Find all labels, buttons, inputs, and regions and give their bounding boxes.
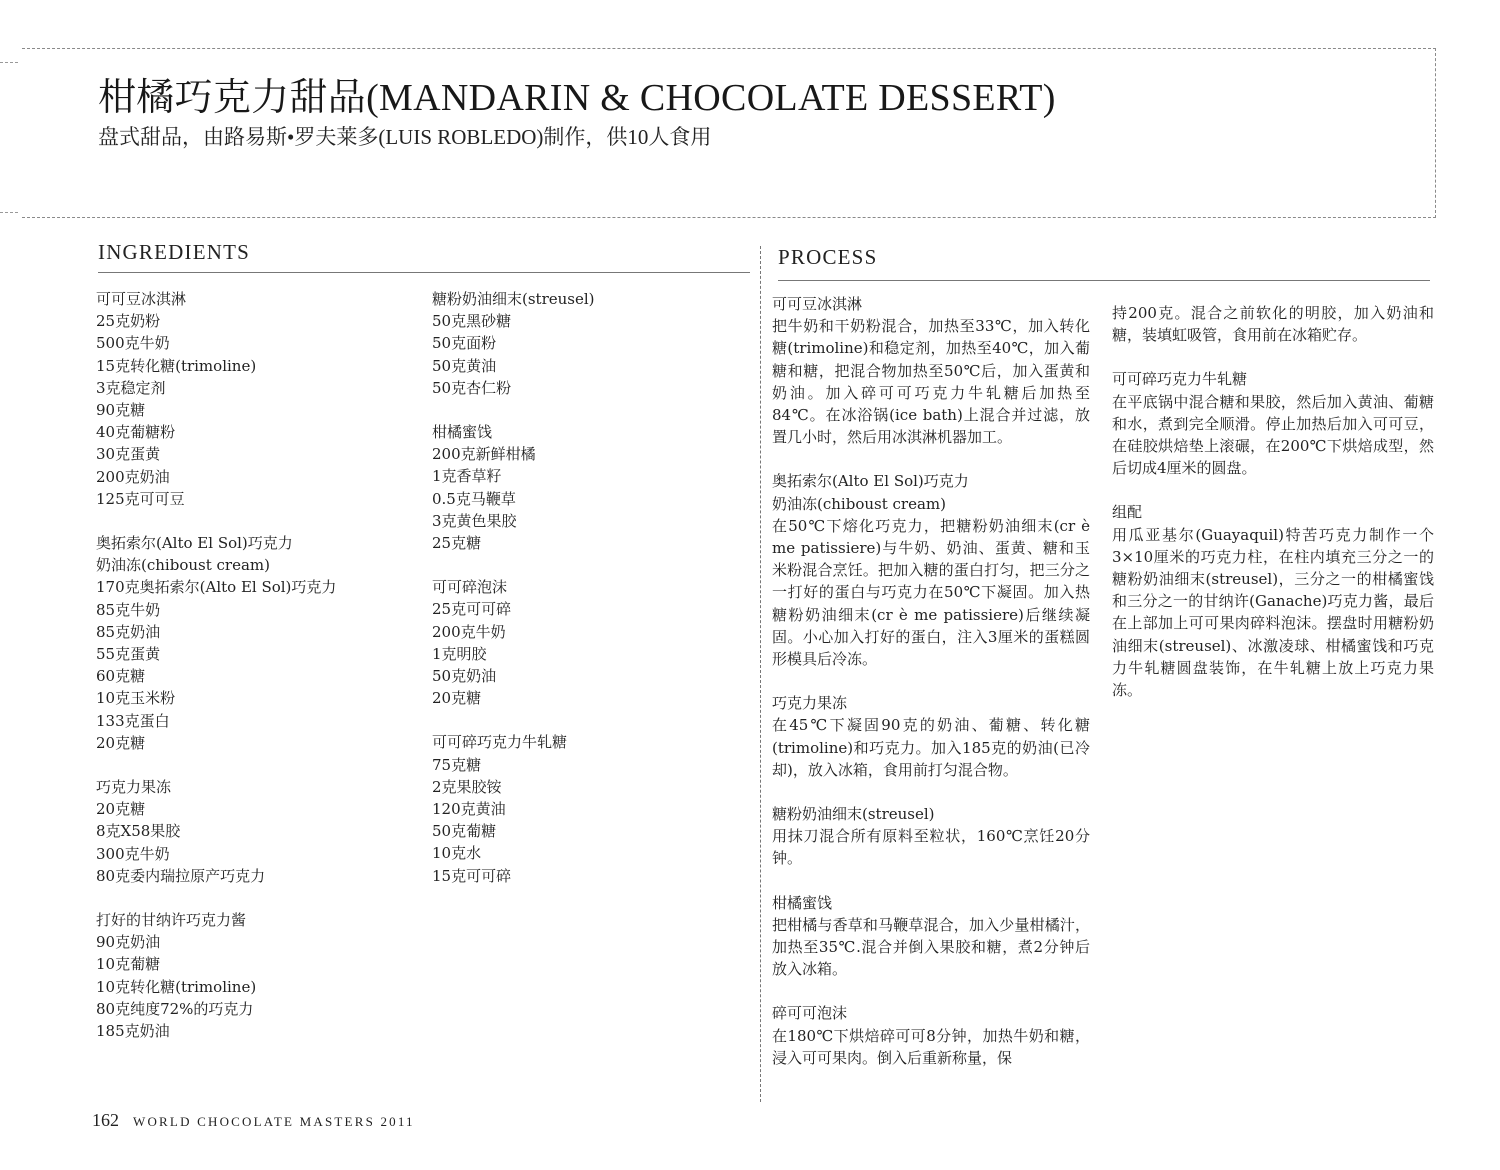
ingredient-item: 30克蛋黄 (96, 445, 161, 464)
process-column-2 (1112, 302, 1434, 723)
ingredient-item: 10克葡糖 (96, 955, 161, 974)
ingredient-item: 10克水 (432, 844, 482, 863)
ingredient-item: 90克奶油 (96, 933, 161, 952)
ingredient-item: 8克X58果胶 (96, 822, 181, 841)
ingredient-item: 20克糖 (96, 733, 146, 752)
ingredient-group-title: 柑橘蜜饯 (432, 423, 493, 442)
process-step-title: 糖粉奶油细末(streusel) (772, 805, 935, 824)
process-step (772, 1002, 1090, 1069)
process-step-title: 奥拓索尔(Alto El Sol)巧克力 (772, 472, 969, 491)
process-step (772, 293, 1090, 448)
ingredient-item: 60克糖 (96, 667, 146, 686)
ingredient-item: 200克奶油 (96, 467, 170, 486)
process-step-text: 在45℃下凝固90克的奶油、葡糖、转化糖(trimoline)和巧克力。加入185克的奶油(已冷却)，放入冰箱，食用前打匀混合物。 (772, 716, 1090, 779)
ingredient-group (96, 288, 426, 510)
ingredients-column-1 (96, 288, 426, 1064)
ingredient-group-title: 巧克力果冻 (96, 778, 172, 797)
process-step-title: 巧克力果冻 (772, 694, 848, 713)
recipe-subtitle: 盘式甜品，由路易斯•罗夫莱多(LUIS ROBLEDO)制作，供10人食用 (98, 125, 712, 149)
ingredient-item: 185克奶油 (96, 1022, 170, 1041)
ingredient-group-title: 可可碎泡沫 (432, 578, 508, 597)
ingredient-group (96, 776, 426, 887)
ingredient-group (432, 731, 732, 886)
ingredient-group (432, 576, 732, 709)
ingredients-column-2 (432, 288, 732, 909)
process-step-subtitle: 奶油冻(chiboust cream) (772, 494, 946, 513)
process-step-title: 可可碎巧克力牛轧糖 (1112, 370, 1248, 389)
ingredient-group (96, 532, 426, 754)
ingredient-item: 3克稳定剂 (96, 378, 166, 397)
ingredient-group (432, 421, 732, 554)
page-footer (92, 1110, 415, 1131)
ingredient-item: 80克纯度72%的巧克力 (96, 999, 254, 1018)
process-step-text: 用抹刀混合所有原料至粒状，160℃烹饪20分钟。 (772, 827, 1090, 868)
column-divider (760, 246, 761, 1102)
ingredient-item: 90克糖 (96, 401, 146, 420)
edge-mark (0, 212, 18, 213)
process-step-text: 用瓜亚基尔(Guayaquil)特苦巧克力制作一个3×10厘米的巧克力柱，在柱内填充三分之一的糖粉奶油细末(streusel)，三分之一的柑橘蜜饯和三分之一的甘纳许(Ganache)巧克力酱，最后在上部加上可可果肉碎料泡沫。摆盘时用糖粉奶油细末(streusel)、冰激凌球、柑橘蜜饯和巧克力牛轧糖圆盘装饰，在牛轧糖上放上巧克力果冻。 (1112, 525, 1434, 700)
ingredient-item: 25克奶粉 (96, 312, 161, 331)
ingredient-item: 15克可可碎 (432, 866, 512, 885)
process-step-title: 碎可可泡沫 (772, 1004, 848, 1023)
ingredient-item: 300克牛奶 (96, 844, 170, 863)
ingredient-item: 125克可可豆 (96, 489, 185, 508)
ingredient-item: 1克明胶 (432, 644, 487, 663)
process-heading: PROCESS (778, 245, 1430, 281)
ingredient-item: 200克牛奶 (432, 622, 506, 641)
ingredient-item: 200克新鲜柑橘 (432, 445, 536, 464)
process-step-title: 可可豆冰淇淋 (772, 295, 863, 313)
process-step (1112, 501, 1434, 701)
process-step-text: 在平底锅中混合糖和果胶，然后加入黄油、葡糖和水，煮到完全顺滑。停止加热后加入可可豆，在硅胶烘焙垫上滚碾，在200℃下烘焙成型，然后切成4厘米的圆盘。 (1112, 392, 1434, 478)
ingredient-group (96, 909, 426, 1042)
ingredient-item: 20克糖 (96, 800, 146, 819)
process-step (772, 692, 1090, 781)
ingredient-item: 奶油冻(chiboust cream) (96, 556, 270, 575)
ingredient-item: 1克香草籽 (432, 467, 502, 486)
process-step (772, 803, 1090, 870)
ingredient-item: 50克黄油 (432, 356, 497, 375)
process-step-text: 持200克。混合之前软化的明胶，加入奶油和糖，装填虹吸管，食用前在冰箱贮存。 (1112, 304, 1434, 345)
ingredient-item: 20克糖 (432, 689, 482, 708)
process-step-title: 柑橘蜜饯 (772, 893, 833, 912)
edge-mark (0, 62, 18, 63)
process-step-text: 把牛奶和干奶粉混合，加热至33℃，加入转化糖(trimoline)和稳定剂，加热至40℃，加入葡糖和糖，把混合物加热至50℃后，加入蛋黄和奶油。加入碎可可巧克力牛轧糖后加热至84℃。在冰浴锅(ice bath)上混合并过滤，放置几小时，然后用冰淇淋机器加工。 (772, 317, 1090, 447)
ingredient-item: 50克葡糖 (432, 822, 497, 841)
page-number: 162 (92, 1110, 119, 1130)
process-step-text: 在180℃下烘焙碎可可8分钟，加热牛奶和糖，浸入可可果肉。倒入后重新称量，保 (772, 1026, 1090, 1067)
recipe-title: 柑橘巧克力甜品(MANDARIN & CHOCOLATE DESSERT) (98, 77, 1056, 119)
ingredient-item: 55克蛋黄 (96, 645, 161, 664)
ingredient-item: 80克委内瑞拉原产巧克力 (96, 866, 266, 885)
ingredient-item: 50克奶油 (432, 667, 497, 686)
ingredient-group-title: 打好的甘纳许巧克力酱 (96, 911, 247, 930)
process-step (1112, 302, 1434, 346)
ingredient-item: 10克玉米粉 (96, 689, 176, 708)
process-step-text: 在50℃下熔化巧克力，把糖粉奶油细末(cr è me patissiere)与牛奶、奶油、蛋黄、糖和玉米粉混合烹饪。把加入糖的蛋白打匀，把三分之一打好的蛋白与巧克力在50℃下凝固。加入热糖粉奶油细末(cr è me patissiere)后继续凝固。小心加入打好的蛋白，注入3厘米的蛋糕圆形模具后冷冻。 (772, 516, 1090, 669)
ingredient-item: 50克黑砂糖 (432, 312, 512, 331)
ingredient-item: 2克果胶铵 (432, 777, 502, 796)
process-step (772, 892, 1090, 981)
process-step (1112, 368, 1434, 479)
ingredient-item: 40克葡糖粉 (96, 423, 176, 442)
ingredient-group-title: 糖粉奶油细末(streusel) (432, 290, 595, 308)
ingredient-item: 25克糖 (432, 534, 482, 553)
ingredient-item: 85克奶油 (96, 622, 161, 641)
ingredient-item: 0.5克马鞭草 (432, 489, 516, 508)
ingredient-item: 25克可可碎 (432, 600, 512, 619)
ingredient-group-title: 可可豆冰淇淋 (96, 290, 187, 308)
ingredient-item: 120克黄油 (432, 800, 506, 819)
process-step-title: 组配 (1112, 503, 1143, 522)
ingredient-item: 133克蛋白 (96, 711, 170, 730)
footer-title: WORLD CHOCOLATE MASTERS 2011 (133, 1114, 415, 1129)
ingredient-item: 500克牛奶 (96, 334, 170, 353)
ingredient-item: 85克牛奶 (96, 600, 161, 619)
ingredient-item: 75克糖 (432, 755, 482, 774)
ingredient-group-title: 奥拓索尔(Alto El Sol)巧克力 (96, 534, 293, 553)
ingredient-item: 50克面粉 (432, 334, 497, 353)
ingredient-group (432, 288, 732, 399)
process-step-text: 把柑橘与香草和马鞭草混合，加入少量柑橘汁，加热至35℃.混合并倒入果胶和糖，煮2分钟后放入冰箱。 (772, 915, 1090, 979)
ingredient-item: 170克奥拓索尔(Alto El Sol)巧克力 (96, 578, 337, 597)
ingredient-group-title: 可可碎巧克力牛轧糖 (432, 733, 568, 752)
ingredient-item: 15克转化糖(trimoline) (96, 356, 257, 375)
ingredient-item: 3克黄色果胶 (432, 511, 517, 530)
process-step (772, 470, 1090, 670)
ingredient-item: 10克转化糖(trimoline) (96, 977, 257, 996)
process-column-1 (772, 293, 1090, 1091)
ingredients-heading: INGREDIENTS (98, 240, 750, 273)
ingredient-item: 50克杏仁粉 (432, 378, 512, 397)
